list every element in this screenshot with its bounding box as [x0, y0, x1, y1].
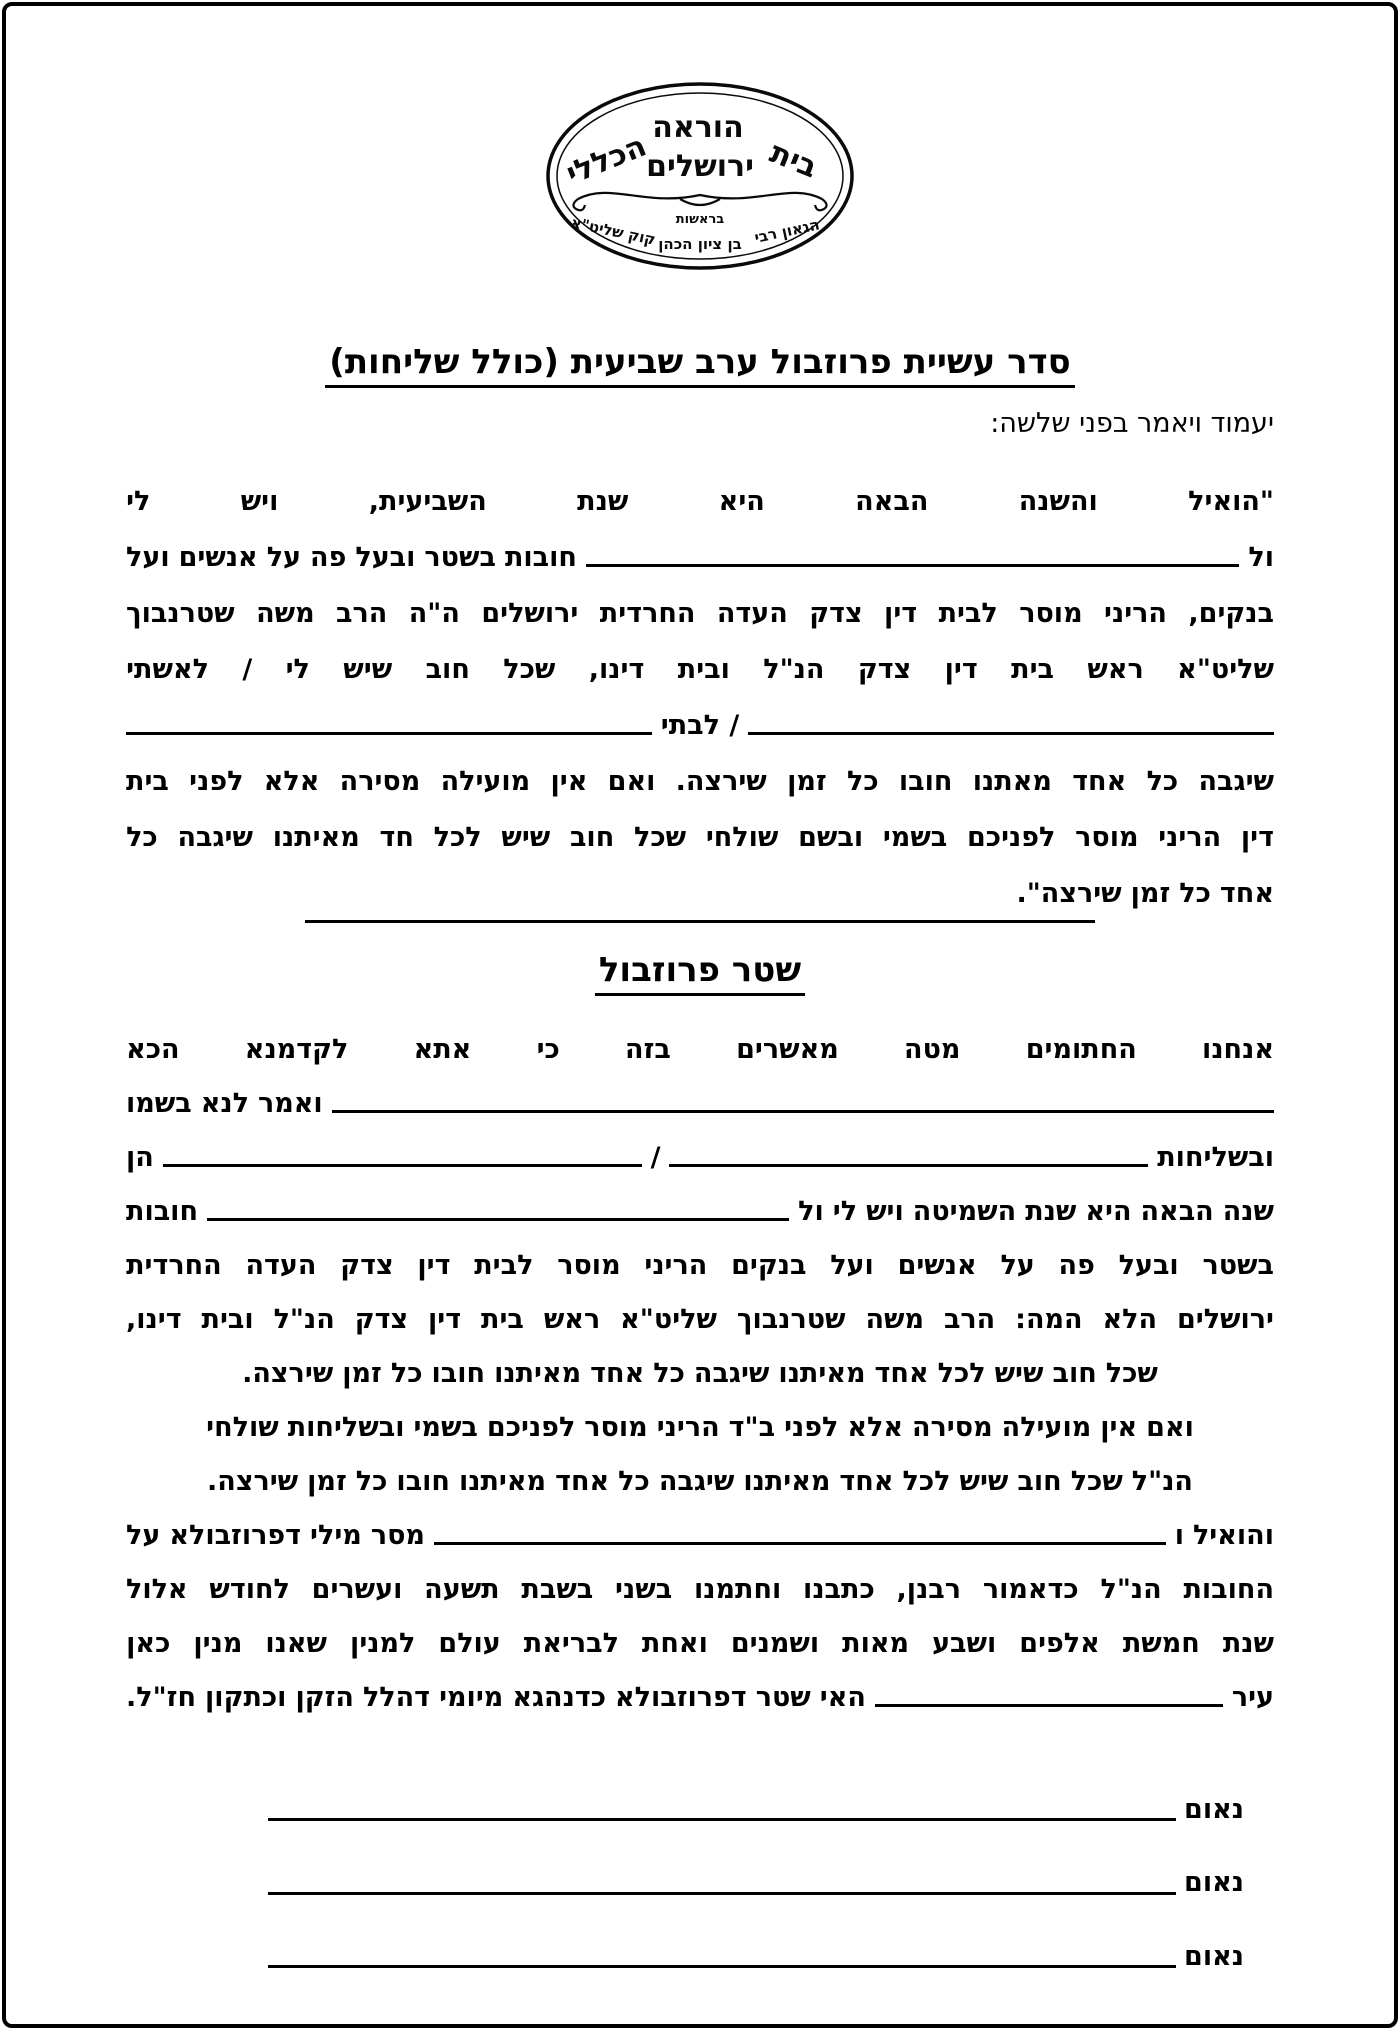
- word: הנ"ל: [763, 653, 825, 685]
- word: ועל: [830, 1249, 874, 1281]
- signature-row: [268, 1867, 1244, 1899]
- word: ויש: [240, 485, 279, 517]
- word: בזה: [625, 1033, 671, 1065]
- word: פה: [1058, 1249, 1095, 1281]
- word: מסר: [370, 1519, 425, 1551]
- word: אין: [1100, 1411, 1138, 1443]
- word: שיש: [994, 1357, 1044, 1389]
- word: הבאה: [1140, 1195, 1214, 1227]
- word: שכל: [1105, 1357, 1158, 1389]
- word: לי: [126, 485, 151, 517]
- word: והואיל: [1192, 1519, 1274, 1551]
- word: לפניכם: [967, 821, 1056, 853]
- word: בשטר: [1202, 1249, 1274, 1281]
- declaration-paragraph: [126, 461, 1274, 909]
- word: דהלל: [362, 1681, 431, 1713]
- word: הנ"ל: [1100, 1573, 1162, 1605]
- word: מוסר: [557, 1249, 621, 1281]
- word: בית: [481, 1303, 524, 1335]
- word: שנה: [1222, 1195, 1274, 1227]
- word: למנין: [350, 1627, 416, 1659]
- shtar-section-title-text: שטר פרוזבול: [595, 950, 805, 996]
- word: החרדית: [599, 597, 696, 629]
- seal-heading: בראשות: [675, 212, 725, 227]
- signature-line[interactable]: [268, 1965, 1176, 1968]
- word: הריני: [656, 1411, 720, 1443]
- text-line: [126, 1605, 1274, 1659]
- word: כל: [653, 1357, 685, 1389]
- word: מיומי: [439, 1681, 504, 1713]
- word: וכתקון: [205, 1681, 287, 1713]
- word: כל: [618, 1465, 650, 1497]
- word: ואמר: [257, 1087, 323, 1119]
- word: שנת: [577, 485, 629, 517]
- shtar-paragraph: [126, 1011, 1274, 1713]
- seal-name-right: הגאון רבי: [752, 215, 822, 247]
- word: לכל: [902, 1465, 951, 1497]
- word: שליט"א: [620, 1303, 717, 1335]
- text-line: [126, 1497, 1274, 1551]
- word: היא: [1085, 1195, 1132, 1227]
- word: הריני: [644, 1249, 708, 1281]
- word: בשמי: [882, 821, 948, 853]
- word: /: [650, 1141, 661, 1173]
- word: כתבנו: [803, 1573, 875, 1605]
- word: /: [242, 653, 253, 685]
- word: תשעה: [424, 1573, 500, 1605]
- word: אלול: [126, 1573, 188, 1605]
- word: חד: [379, 821, 414, 853]
- text-line: [126, 1173, 1274, 1227]
- word: מאיתנו: [494, 1357, 582, 1389]
- word: ושבע: [932, 1627, 997, 1659]
- word: ויש: [866, 1195, 904, 1227]
- word: על: [126, 1519, 161, 1551]
- word: ועל: [126, 541, 170, 573]
- instruction-line: יעמוד ויאמר בפני שלשה:: [990, 408, 1274, 439]
- word: ואחת: [641, 1627, 708, 1659]
- text-line: [126, 685, 1274, 741]
- signature-line[interactable]: [268, 1818, 1176, 1821]
- signature-label: נאום: [1184, 1940, 1244, 1972]
- text-line: [126, 1011, 1274, 1065]
- word: רבנן,: [896, 1573, 962, 1605]
- word: שיגבה: [658, 1465, 735, 1497]
- word: שכל: [1070, 1465, 1123, 1497]
- word: חוב: [425, 653, 470, 685]
- word: שטרנבוך: [126, 597, 235, 629]
- word: בשמו: [126, 1087, 192, 1119]
- fill-in-blank[interactable]: [586, 564, 1239, 567]
- word: בשבת: [521, 1573, 594, 1605]
- word: על: [1000, 1249, 1035, 1281]
- word: שיגבה: [177, 821, 253, 853]
- word: עיר: [1231, 1681, 1274, 1713]
- word: חוב: [1052, 1357, 1097, 1389]
- text-line: [126, 1227, 1274, 1281]
- word: צדק: [809, 597, 863, 629]
- word: חובו: [898, 765, 953, 797]
- word: שיגבה: [1198, 765, 1274, 797]
- word: שולחי: [206, 1411, 279, 1443]
- word: האי: [819, 1681, 866, 1713]
- word: ראש: [1087, 653, 1144, 685]
- word: אחד: [874, 1357, 929, 1389]
- word: שכל: [633, 821, 687, 853]
- word: הלא: [1102, 1303, 1158, 1335]
- word: אלפים: [1019, 1627, 1100, 1659]
- word: ובשם: [798, 821, 864, 853]
- word: לפני: [784, 1411, 839, 1443]
- word: אנחנו: [1202, 1033, 1274, 1065]
- word: והשנה: [1018, 485, 1098, 517]
- word: חוב: [569, 821, 615, 853]
- word: מאיתנו: [778, 1357, 866, 1389]
- word: חובו: [431, 1357, 486, 1389]
- word: שיגבה: [693, 1357, 770, 1389]
- word: / לבתי: [660, 709, 740, 741]
- word: המה:: [1015, 1303, 1083, 1335]
- word: לאשתי: [126, 653, 209, 685]
- text-line: [126, 1659, 1274, 1713]
- word: צדק: [354, 1303, 409, 1335]
- word: ובשליחות: [1157, 1141, 1274, 1173]
- word: מוסר: [1019, 597, 1083, 629]
- word: מועילה: [1001, 1411, 1092, 1443]
- word: מילי: [310, 1519, 362, 1551]
- document-page: [2, 2, 1398, 2028]
- word: בשני: [615, 1573, 673, 1605]
- word: הבאה: [855, 485, 929, 517]
- word: הרב: [336, 597, 388, 629]
- seal-name-left: קוק שליט"א: [568, 213, 658, 249]
- word: אחד: [590, 1357, 645, 1389]
- word: ול: [798, 1195, 824, 1227]
- word: על: [266, 541, 302, 573]
- text-line: [126, 741, 1274, 797]
- word: משה: [865, 1303, 925, 1335]
- fill-in-blank[interactable]: [126, 732, 652, 735]
- word: ב"ד: [728, 1411, 776, 1443]
- word: לבית: [938, 597, 998, 629]
- word: דפרוזבולא: [614, 1681, 747, 1713]
- word: שיש: [959, 1465, 1009, 1497]
- word: כדאמור: [982, 1573, 1079, 1605]
- word: עולם: [438, 1627, 501, 1659]
- fill-in-blank[interactable]: [748, 732, 1274, 735]
- word: לי: [285, 653, 310, 685]
- word: זמן: [307, 1465, 347, 1497]
- word: מסירה: [339, 765, 421, 797]
- word: הרב: [943, 1303, 996, 1335]
- word: אנשים: [897, 1249, 977, 1281]
- word: דינו,: [588, 653, 645, 685]
- word: כל: [390, 1357, 423, 1389]
- word: השמיטה: [912, 1195, 1017, 1227]
- word: חובות: [126, 1195, 198, 1227]
- text-line: [126, 1389, 1274, 1443]
- flourish-divider: [573, 193, 826, 210]
- text-line: [126, 1065, 1274, 1119]
- word: לפני: [189, 765, 244, 797]
- word: ראש: [543, 1303, 601, 1335]
- text-line: [126, 1443, 1274, 1497]
- word: חובו: [396, 1465, 450, 1497]
- text-line: [126, 1551, 1274, 1605]
- word: דין: [884, 597, 918, 629]
- shtar-section-title: [6, 950, 1394, 996]
- word: אלא: [847, 1411, 903, 1443]
- word: אחד: [839, 1465, 894, 1497]
- word: בית: [126, 765, 169, 797]
- text-line: [126, 1119, 1274, 1173]
- document-title-text: סדר עשיית פרוזבול ערב שביעית (כולל שליחות): [325, 342, 1074, 388]
- word: הנ"ל: [273, 1303, 335, 1335]
- word: ול: [1248, 541, 1274, 573]
- word: חוב: [1017, 1465, 1062, 1497]
- word: מועילה: [440, 765, 531, 797]
- seal-arc-word-2: הוראה: [652, 110, 744, 145]
- fill-in-blank[interactable]: [875, 1704, 1223, 1707]
- fill-in-blank[interactable]: [434, 1542, 1166, 1545]
- fill-in-blank[interactable]: [669, 1164, 1148, 1167]
- word: העדה: [716, 597, 788, 629]
- word: דינו,: [126, 1303, 182, 1335]
- word: שליט"א: [1177, 653, 1274, 685]
- word: "הואיל: [1188, 485, 1274, 517]
- word: העדה: [245, 1249, 317, 1281]
- word: ועשרים: [311, 1573, 403, 1605]
- word: ה"ה: [408, 597, 460, 629]
- word: היא: [718, 485, 765, 517]
- word: שירצה.: [242, 1357, 334, 1389]
- signature-label: נאום: [1184, 1867, 1244, 1899]
- organization-seal: [540, 79, 860, 274]
- word: שטרנבוך: [736, 1303, 846, 1335]
- word: מוסר: [1075, 821, 1139, 853]
- word: ואם: [1146, 1411, 1194, 1443]
- word: החתומים: [1025, 1033, 1137, 1065]
- word: בנקים: [731, 1249, 807, 1281]
- word: לחודש: [209, 1573, 290, 1605]
- word: לי: [832, 1195, 858, 1227]
- word: לבית: [474, 1249, 534, 1281]
- word: כדנהגא: [512, 1681, 606, 1713]
- seal-arc-word-3: הכללי: [561, 128, 652, 192]
- word: דין: [417, 1249, 451, 1281]
- word: פה: [310, 541, 347, 573]
- word: ובשליחות: [287, 1411, 405, 1443]
- word: שירצה.: [207, 1465, 299, 1497]
- word: לפניכם: [486, 1411, 576, 1443]
- signature-row: [268, 1794, 1244, 1826]
- signature-line[interactable]: [268, 1892, 1176, 1895]
- signature-row: [268, 1941, 1244, 1973]
- word: בשטר: [424, 541, 496, 573]
- word: חובות: [504, 541, 577, 573]
- word: הזקן: [295, 1681, 354, 1713]
- word: שיש: [343, 653, 393, 685]
- word: החובות: [1183, 1573, 1274, 1605]
- word: לכל: [937, 1357, 986, 1389]
- signature-block: [268, 1794, 1244, 2014]
- word: דין: [944, 653, 978, 685]
- word: כאן: [126, 1627, 171, 1659]
- word: מאות: [842, 1627, 910, 1659]
- word: מסירה: [912, 1411, 993, 1443]
- word: זמן: [342, 1357, 382, 1389]
- word: וחתמנו: [693, 1573, 782, 1605]
- word: בנקים,: [1188, 597, 1274, 629]
- word: בשמי: [413, 1411, 478, 1443]
- signature-label: נאום: [1184, 1794, 1244, 1825]
- word: ובית: [201, 1303, 254, 1335]
- word: הכא: [126, 1033, 180, 1065]
- word: הנ"ל: [1131, 1465, 1193, 1497]
- word: ירושלים: [1176, 1303, 1274, 1335]
- word: ואם: [607, 765, 656, 797]
- text-line: [126, 1281, 1274, 1335]
- word: אחד: [1219, 877, 1274, 909]
- word: שירצה.: [675, 765, 767, 797]
- word: חז"ל.: [126, 1681, 197, 1713]
- word: כל: [846, 765, 879, 797]
- word: לבריאת: [523, 1627, 619, 1659]
- word: לנא: [200, 1087, 249, 1119]
- word: שטר: [755, 1681, 811, 1713]
- section-divider: [305, 920, 1095, 923]
- word: צדק: [340, 1249, 394, 1281]
- document-title: [6, 342, 1394, 388]
- seal-arc-word-1: בית: [764, 135, 823, 186]
- word: דין: [428, 1303, 462, 1335]
- word: מאתנו: [972, 765, 1052, 797]
- word: אלא: [263, 765, 320, 797]
- fill-in-blank[interactable]: [332, 1110, 1274, 1113]
- word: מאיתנו: [272, 821, 360, 853]
- word: צדק: [857, 653, 912, 685]
- word: אחד: [1072, 765, 1127, 797]
- word: ובעל: [355, 541, 416, 573]
- word: מוסר: [584, 1411, 648, 1443]
- word: זמן: [787, 765, 827, 797]
- word: שאנו: [265, 1627, 328, 1659]
- word: מנין: [193, 1627, 243, 1659]
- word: אתא: [413, 1033, 472, 1065]
- seal-city: ירושלים: [646, 149, 754, 184]
- word: אחד: [555, 1465, 610, 1497]
- word: כל: [355, 1465, 388, 1497]
- word: ובית: [677, 653, 730, 685]
- word: כל: [126, 821, 158, 853]
- text-line: [126, 629, 1274, 685]
- word: דין: [1240, 821, 1274, 853]
- word: אנשים: [178, 541, 258, 573]
- word: כי: [536, 1033, 560, 1065]
- text-line: [126, 797, 1274, 853]
- word: חמשת: [1122, 1627, 1200, 1659]
- text-line: [126, 461, 1274, 517]
- word: זמן: [1130, 877, 1171, 909]
- word: ושמנים: [730, 1627, 820, 1659]
- word: אין: [550, 765, 588, 797]
- word: בית: [1011, 653, 1054, 685]
- text-line: [126, 517, 1274, 573]
- word: מאיתנו: [743, 1465, 831, 1497]
- word: לקדמנא: [244, 1033, 349, 1065]
- fill-in-blank[interactable]: [207, 1218, 789, 1221]
- word: הן: [126, 1141, 154, 1173]
- word: דפרוזבולא: [169, 1519, 302, 1551]
- word: מאיתנו: [458, 1465, 547, 1497]
- word: שנת: [1222, 1627, 1274, 1659]
- word: שולחי: [705, 821, 779, 853]
- word: ירושלים: [481, 597, 579, 629]
- word: שיש: [501, 821, 551, 853]
- word: ובעל: [1118, 1249, 1179, 1281]
- seal-name-center: בן ציון הכהן: [658, 235, 742, 253]
- word: ו: [1174, 1519, 1184, 1551]
- word: לכל: [433, 821, 482, 853]
- word: מאשרים: [736, 1033, 839, 1065]
- text-line: [126, 853, 1274, 909]
- text-line: [126, 573, 1274, 629]
- word: הריני: [1158, 821, 1222, 853]
- word: מטה: [904, 1033, 961, 1065]
- word: הריני: [1104, 597, 1167, 629]
- word: כל: [1179, 877, 1211, 909]
- fill-in-blank[interactable]: [163, 1164, 642, 1167]
- word: החרדית: [126, 1249, 222, 1281]
- word: שנת: [1025, 1195, 1077, 1227]
- word: משה: [256, 597, 315, 629]
- text-line: [126, 1335, 1274, 1389]
- word: השביעית,: [368, 485, 487, 517]
- word: שכל: [503, 653, 556, 685]
- word: כל: [1146, 765, 1179, 797]
- word: שירצה".: [1016, 877, 1122, 909]
